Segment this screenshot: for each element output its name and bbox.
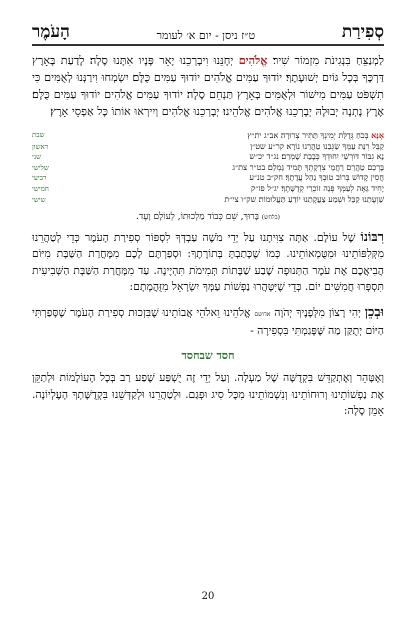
yehi-text-a: יְהִי רָצוֹן מִלְּפָנֶיךָ יְהֹוָה bbox=[274, 305, 361, 319]
ana-bekoach-line bbox=[72, 184, 384, 195]
ana-bekoach-first-word: יָחִיד bbox=[371, 183, 384, 193]
ana-bekoach-line bbox=[72, 173, 384, 184]
ana-bekoach-text: גִבּוֹר דּוֹרְשֵׁי יִחוּדְךָ כְּבָבַת שָׁמְרֵם׃ נג״ד יכ״ש bbox=[249, 152, 375, 162]
sefira-title: חסד שבחסד bbox=[181, 349, 235, 363]
ana-bekoach-row bbox=[32, 184, 384, 195]
ana-bekoach-first-word: נָא bbox=[376, 152, 384, 162]
baruch-note: (בלחש) bbox=[261, 214, 280, 222]
ana-bekoach-line bbox=[72, 163, 384, 174]
ana-bekoach-day: ראשון bbox=[32, 142, 49, 151]
ana-bekoach-text: גֵּאֶה לְעַמְּךָ פְּנֵה זוֹכְרֵי קְדֻשָּׁתֶךָ׃ יג״ל פז״ק bbox=[250, 183, 369, 193]
yehi-first-word: וּבְכֵן bbox=[364, 304, 384, 320]
ana-bekoach-text: קָדוֹשׁ בְּרוֹב טוּבְךָ נַהֵל עֲדָתֶךָ׃ חק״ב טנ״ע bbox=[249, 173, 369, 183]
ana-bekoach-day: רביעי bbox=[32, 174, 47, 183]
ana-bekoach-line bbox=[72, 152, 384, 163]
psalm-text: יְחָנֵּנוּ וִיבָרְכֵנוּ יָאֵר פָּנָיו אִתָּנוּ סֶלָה׃ לָדַעַת בָּאָרֶץ דַּרְכֶּךָ בְּכָל גּוֹיִם יְשׁוּעָתֶךָ׃ יוֹדוּךָ עַמִּים אֱלֹהִים יוֹדוּךָ עַמִּים כֻּלָּם׃ יִשְׂמְחוּ וִירַנְּנוּ לְאֻמִּים כִּי תִשְׁפֹּט עַמִּים מִישׁוֹר וּלְאֻמִּים בָּאָרֶץ תַּנְחֵם סֶלָה׃ יוֹדוּךָ עַמִּים אֱלֹהִים יוֹדוּךָ עַמִּים כֻּלָּם׃ אֶרֶץ נָתְנָה יְבוּלָהּ יְבָרְכֵנוּ אֱלֹהִים אֱלֹהֵינוּ׃ יְבָרְכֵנוּ אֱלֹהִים וְיִירְאוּ אוֹתוֹ כָּל אַפְסֵי אָרֶץ׃ bbox=[32, 54, 384, 118]
ana-bekoach-line bbox=[72, 195, 384, 206]
ana-bekoach-day: שישי bbox=[32, 195, 46, 204]
ana-bekoach-first-word: אָנָּא bbox=[371, 130, 384, 140]
ana-bekoach-line bbox=[72, 142, 384, 153]
ana-bekoach-first-word: חֲסִין bbox=[370, 173, 384, 183]
ribbono-first-word: רִבּוֹנוֹ bbox=[360, 230, 384, 246]
baruch-text: בָּרוּךְ, שֵׁם כְּבוֹד מַלְכוּתוֹ, לְעוֹלָם וָעֶד. bbox=[136, 212, 259, 223]
ana-bekoach-day: שני bbox=[32, 153, 42, 162]
header-title-right: סְפִירַת bbox=[341, 22, 384, 42]
ana-bekoach-day: שלישי bbox=[32, 163, 49, 172]
ana-bekoach-text: רִנַּת עַמְּךָ שַׂגְּבֵנוּ טַהֲרֵנוּ נוֹרָא׃ קר״ע שט״ן bbox=[250, 141, 370, 151]
page-header bbox=[32, 22, 384, 46]
baruch-shem-line bbox=[32, 211, 384, 222]
yehi-text-b: אֱלֹהֵינוּ וֵאלֹהֵי אֲבוֹתֵינוּ שֶׁבִּזְכוּת סְפִירַת הָעֹמֶר שֶׁסָּפַרְתִּי הַיּוֹם יְתֻקַּן מַה שֶּׁפָּגַמְתִּי בִּסְפִירָה - bbox=[32, 305, 384, 338]
header-date: ט״ז ניסן - יום א׳ לעומר bbox=[156, 29, 256, 42]
ana-bekoach-row bbox=[32, 142, 384, 153]
ana-bekoach-first-word: בָּרְכֵם bbox=[367, 162, 384, 172]
ana-bekoach-first-word: קַבֵּל bbox=[372, 141, 384, 151]
ana-bekoach-table bbox=[32, 130, 384, 205]
ana-bekoach-text: טַהֲרֵם רַחֲמֵי צִדְקָתְךָ תָּמִיד גָּמְלֵם׃ בט״ר צת״ג bbox=[232, 162, 365, 172]
ana-bekoach-row bbox=[32, 130, 384, 142]
ana-bekoach-first-word: שַׁוְעָתֵנוּ bbox=[362, 194, 384, 204]
ana-bekoach-text: בְּכֹחַ גְּדֻלַּת יְמִינְךָ תַּתִּיר צְרוּרָה׃ אב״ג ית״ץ bbox=[247, 131, 369, 140]
ana-bekoach-row bbox=[32, 152, 384, 163]
header-title-left: הָעֹמֶר bbox=[32, 22, 70, 42]
ana-bekoach-day: חמישי bbox=[32, 184, 49, 193]
ana-bekoach-line bbox=[72, 130, 384, 142]
psalm-divine-name: אֱלֹהִים bbox=[238, 53, 268, 67]
psalm-opening: לַמְנַצֵּחַ בִּנְגִינֹת מִזְמוֹר שִׁיר׃ bbox=[272, 54, 385, 67]
page-number: 20 bbox=[201, 591, 215, 602]
yehi-ratzon-paragraph bbox=[32, 305, 384, 339]
closing-paragraph bbox=[32, 370, 384, 419]
ana-bekoach-row bbox=[32, 163, 384, 174]
yehi-note: אדושם bbox=[254, 310, 271, 318]
closing-text: וְאֶטָּהֵר וְאֶתְקַדֵּשׁ בִּקְדֻשָּׁה שֶׁל מַעְלָה. וְעַל יְדֵי זֶה יֻשְׁפַּע שֶׁפַע רַב בְּכָל הָעוֹלָמוֹת וּלְתַקֵּן אֶת נַפְשׁוֹתֵינוּ וְרוּחוֹתֵינוּ וְנִשְׁמוֹתֵינוּ מִכָּל סִיג וּפְגַם. וּלְטַהֲרֵנוּ וּלְקַדְּשֵׁנוּ בִּקְדֻשָּׁתְךָ הָעֶלְיוֹנָה. אָמֵן סֶלָה: bbox=[32, 371, 384, 417]
ana-bekoach-day: שבת bbox=[32, 131, 45, 139]
ribbono-paragraph bbox=[32, 230, 384, 295]
psalm-67 bbox=[32, 52, 384, 120]
ana-bekoach-row bbox=[32, 173, 384, 184]
ana-bekoach-text: קַבֵּל וּשְׁמַע צַעֲקָתֵנוּ יוֹדֵעַ תַּעֲלוּמוֹת׃ שק״ו צי״ת bbox=[224, 194, 360, 204]
ana-bekoach-row bbox=[32, 195, 384, 206]
ribbono-text: שֶׁל עוֹלָם. אַתָּה צִוִּיתָנוּ עַל יְדֵי מֹשֶׁה עַבְדְּךָ לִסְפּוֹר סְפִירַת הָעֹמֶר כְּדֵי לְטַהֲרֵנוּ מִקְּלִפּוֹתֵינוּ וּמִטֻּמְאוֹתֵינוּ. כְּמוֹ שֶׁכָּתַבְתָּ בְּתוֹרָתֶךָ: וּסְפַרְתֶּם לָכֶם מִמָּחֳרַת הַשַּׁבָּת מִיּוֹם הֲבִיאֲכֶם אֶת עֹמֶר הַתְּנוּפָה שֶׁבַע שַׁבָּתוֹת תְּמִימֹת תִּהְיֶינָה. עַד מִמָּחֳרַת הַשַּׁבָּת הַשְּׁבִיעִית תִּסְפְּרוּ חֲמִשִּׁים יוֹם. כְּדֵי שֶׁיִּטָּהֲרוּ נַפְשׁוֹת עַמְּךָ יִשְׂרָאֵל מִזֻּהֲמָתָם: bbox=[32, 231, 384, 293]
